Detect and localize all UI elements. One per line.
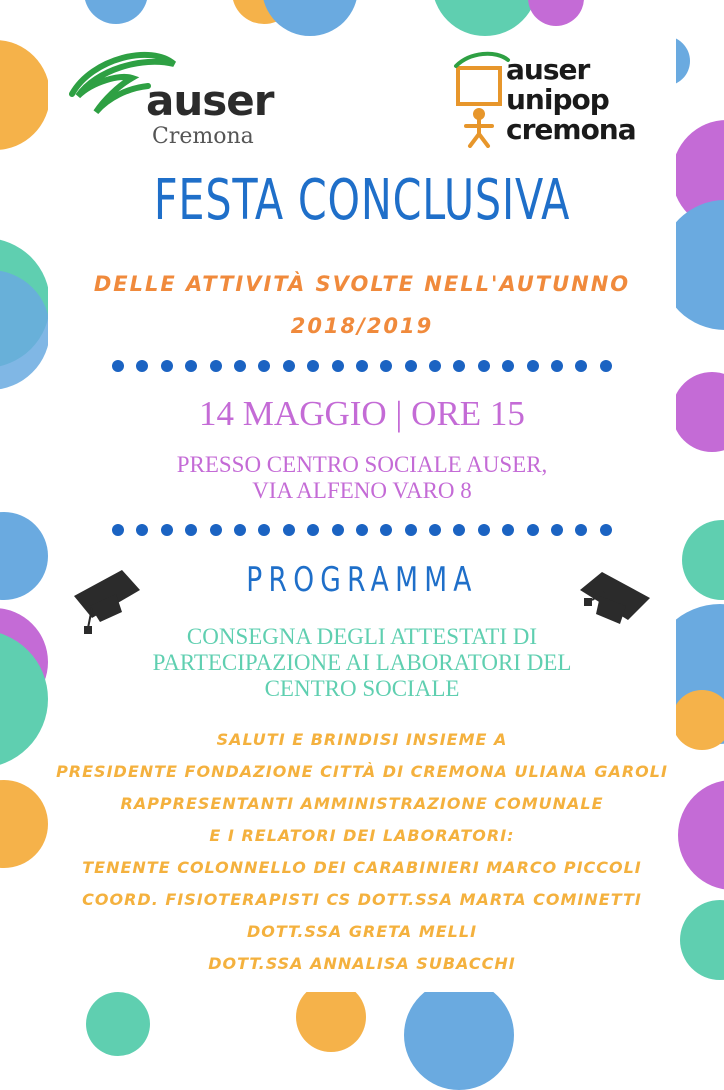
location-line: PRESSO CENTRO SOCIALE AUSER, <box>176 452 548 477</box>
program-line: RAPPRESENTANTI AMMINISTRAZIONE COMUNALE <box>120 794 604 813</box>
cremona-logo-text: Cremona <box>152 124 254 149</box>
announcement-line: CENTRO SOCIALE <box>264 676 460 701</box>
program-line: TENENTE COLONNELLO DEI CARABINIERI MARCO PICCOLI <box>82 858 642 877</box>
program-line: DOTT.SSA GRETA MELLI <box>246 922 478 941</box>
bg-dot <box>262 0 358 36</box>
auser-logo-text: auser <box>146 76 274 125</box>
program-line: COORD. FISIOTERAPISTI CS DOTT.SSA MARTA COMINETTI <box>82 890 642 909</box>
program-list <box>48 724 676 980</box>
auser-text: auser <box>506 53 590 86</box>
program-line: E I RELATORI DEI LABORATORI: <box>209 826 515 845</box>
reader-figure-icon <box>452 48 512 148</box>
event-subtitle: DELLE ATTIVITÀ SVOLTE NELL'AUTUNNO <box>93 272 631 296</box>
auser-cremona-logo <box>62 48 294 154</box>
program-line: SALUTI E BRINDISI INSIEME A <box>216 730 508 749</box>
announcement-line: CONSEGNA DEGLI ATTESTATI DI <box>186 624 538 649</box>
bg-dot <box>0 40 50 150</box>
bg-dot <box>0 780 48 868</box>
bg-dot <box>528 0 584 26</box>
bg-dot <box>404 980 514 1090</box>
dot-divider <box>112 524 612 536</box>
location-line: VIA ALFENO VARO 8 <box>252 478 472 503</box>
event-location <box>48 452 676 504</box>
program-line: PRESIDENTE FONDAZIONE CITTÀ DI CREMONA ULIANA GAROLI <box>56 762 668 781</box>
program-line: DOTT.SSA ANNALISA SUBACCHI <box>208 954 516 973</box>
bg-dot <box>672 690 724 750</box>
bg-dot <box>680 900 724 980</box>
cremona-text: cremona <box>506 113 636 146</box>
event-title: FESTA CONCLUSIVA <box>153 168 571 233</box>
bg-dot <box>678 780 724 890</box>
announcement-line: PARTECIPAZIONE AI LABORATORI DEL <box>152 650 572 675</box>
bg-dot <box>672 372 724 452</box>
bg-dot <box>682 520 724 600</box>
event-year: 2018/2019 <box>290 314 434 338</box>
bg-dot <box>296 982 366 1052</box>
program-heading: PROGRAMMA <box>246 560 478 600</box>
event-date-time: 14 MAGGIO | ORE 15 <box>199 394 525 433</box>
bg-dot <box>84 0 148 24</box>
unipop-text: unipop <box>506 83 609 116</box>
auser-unipop-logo <box>452 42 662 154</box>
bg-dot <box>432 0 538 36</box>
dot-divider <box>112 360 612 372</box>
bg-dot <box>0 512 48 600</box>
certificate-announcement <box>48 624 676 702</box>
bg-dot <box>86 992 150 1056</box>
